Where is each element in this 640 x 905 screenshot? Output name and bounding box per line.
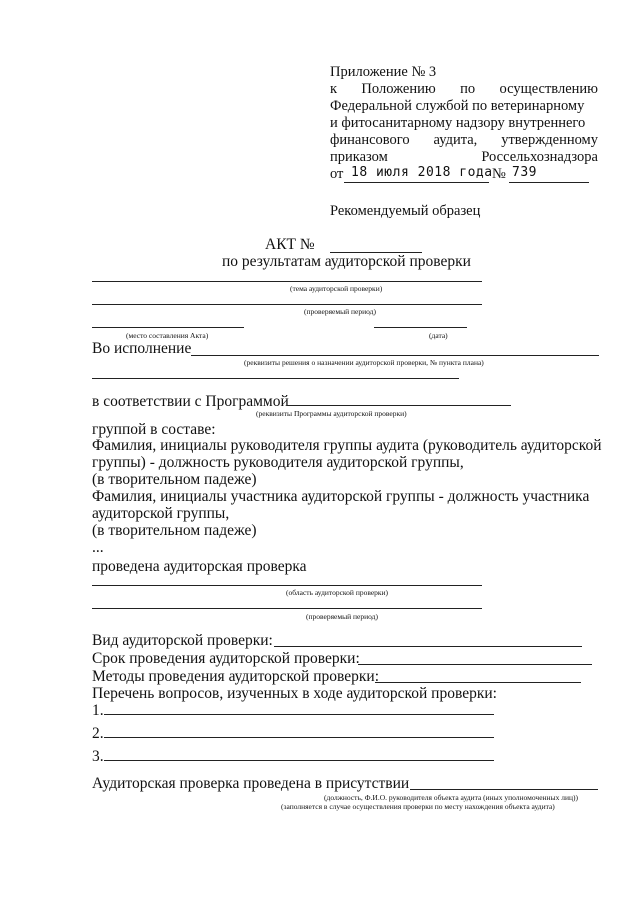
- execution-line-2: [92, 378, 459, 379]
- hint-decision: (реквизиты решения о назначении аудиторской проверки, № пункта плана): [244, 358, 484, 367]
- questions-label: Перечень вопросов, изученных в ходе аудиторской проверки:: [92, 685, 497, 702]
- execution-label: Во исполнение: [92, 340, 192, 357]
- hint-presence-2: (заполняется в случае осуществления проверки по месту нахождения объекта аудита): [281, 802, 555, 811]
- appendix-word-audita: аудита,: [433, 132, 478, 148]
- hint-place: (место составления Акта): [126, 331, 209, 340]
- date-line: [374, 327, 467, 328]
- hint-presence-1: (должность, Ф.И.О. руководителя объекта аудита (иных уполномоченных лиц)): [324, 793, 578, 802]
- type-label: Вид аудиторской проверки:: [92, 632, 273, 649]
- hint-period-2: (проверяемый период): [306, 612, 378, 621]
- appendix-number-value: 739: [512, 165, 537, 180]
- question-2-line: [104, 737, 494, 738]
- date-underline: [344, 182, 489, 183]
- hint-period: (проверяемый период): [304, 307, 376, 316]
- execution-line: [191, 355, 599, 356]
- hint-area: (область аудиторской проверки): [286, 588, 389, 597]
- hint-topic: (тема аудиторской проверки): [290, 284, 383, 293]
- appendix-title: Приложение № 3: [330, 64, 437, 80]
- place-line: [92, 327, 244, 328]
- question-2-number: 2.: [92, 725, 104, 742]
- sample-label: Рекомендуемый образец: [330, 203, 481, 219]
- member-line-1: Фамилия, инициалы участника аудиторской группы - должность участника: [92, 488, 590, 505]
- type-line: [274, 646, 582, 647]
- act-title: АКТ №: [265, 236, 315, 253]
- ellipsis: ...: [92, 539, 104, 556]
- appendix-number-sign: №: [492, 166, 506, 182]
- appendix-date-value: 18 июля 2018 года: [351, 165, 493, 180]
- appendix-line-2: Федеральной службой по ветеринарному: [330, 98, 585, 114]
- presence-label: Аудиторская проверка проведена в присутствии: [92, 775, 410, 792]
- hint-program: (реквизиты Программы аудиторской проверки): [256, 409, 407, 418]
- program-line: [287, 405, 511, 406]
- appendix-line-1: [330, 81, 598, 98]
- question-3-line: [104, 760, 494, 761]
- hint-date: (дата): [429, 331, 448, 340]
- conducted-label: проведена аудиторская проверка: [92, 558, 307, 575]
- leader-line-2: группы) - должность руководителя аудиторской группы,: [92, 454, 464, 471]
- number-underline: [509, 182, 589, 183]
- question-1-line: [104, 714, 494, 715]
- methods-label: Методы проведения аудиторской проверки:: [92, 668, 380, 685]
- instrumental-case-2: (в творительном падеже): [92, 522, 257, 539]
- program-label: в соответствии с Программой: [92, 393, 289, 410]
- act-subtitle: по результатам аудиторской проверки: [222, 253, 471, 270]
- period-line: [92, 304, 482, 305]
- question-1-number: 1.: [92, 702, 104, 719]
- appendix-word-prikazom: приказом: [330, 149, 388, 165]
- appendix-word-osushchestvleniyu: осуществлению: [499, 81, 598, 97]
- member-line-2: аудиторской группы,: [92, 505, 230, 522]
- appendix-line-5: [330, 149, 598, 166]
- appendix-word-po: по: [460, 81, 476, 97]
- appendix-line-4: [330, 132, 598, 149]
- group-label: группой в составе:: [92, 421, 216, 438]
- appendix-word-polozheniyu: Положению: [361, 81, 436, 97]
- term-label: Срок проведения аудиторской проверки:: [92, 650, 360, 667]
- period-line-2: [92, 608, 482, 609]
- instrumental-case-1: (в творительном падеже): [92, 471, 257, 488]
- question-3-number: 3.: [92, 748, 104, 765]
- appendix-from: от: [330, 166, 344, 182]
- presence-line: [410, 789, 598, 790]
- appendix-line-3: и фитосанитарному надзору внутреннего: [330, 115, 586, 131]
- area-line: [92, 585, 482, 586]
- topic-line: [92, 281, 482, 282]
- appendix-word-finansovogo: финансового: [330, 132, 410, 148]
- methods-line: [375, 682, 581, 683]
- leader-line-1: Фамилия, инициалы руководителя группы аудита (руководитель аудиторской: [92, 437, 602, 454]
- appendix-word-rosselkhoznadzora: Россельхознадзора: [481, 149, 598, 165]
- appendix-k: к: [330, 81, 338, 97]
- appendix-word-utverzhdennomu: утвержденному: [501, 132, 598, 148]
- term-line: [358, 664, 592, 665]
